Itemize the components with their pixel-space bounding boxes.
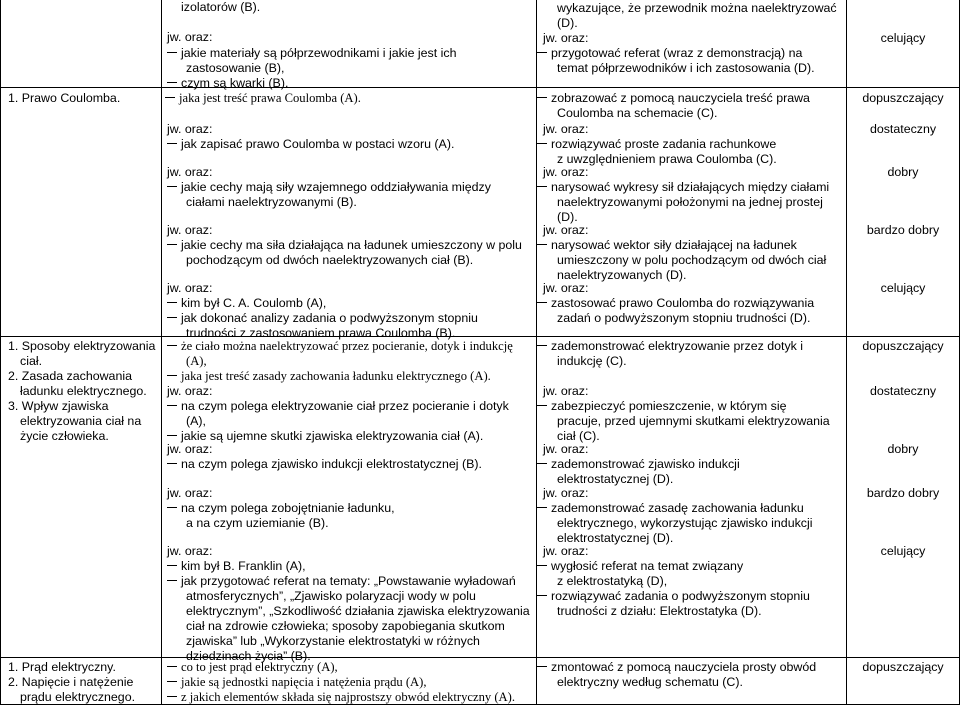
skills-line: jw. oraz: <box>543 223 589 237</box>
section-title-line: ciał. <box>20 354 43 368</box>
bullet-dash-icon <box>537 339 547 353</box>
knowledge-line: kim był C. A. Coulomb (A), <box>181 296 327 310</box>
knowledge-line: jak zapisać prawo Coulomba w postaci wzoru (A). <box>181 137 455 151</box>
knowledge-line: na czym polega zjawisko indukcji elektrostatycznej (B). <box>181 457 482 471</box>
bullet-dash-icon <box>167 501 177 515</box>
skills-line: naelektryzowanych (D). <box>557 268 687 282</box>
skills-line: z elektrostatyką (D), <box>557 574 668 588</box>
skills-line: jw. oraz: <box>543 31 589 45</box>
skills-line: zastosować prawo Coulomba do rozwiązywania <box>551 296 815 310</box>
skills-line: zademonstrować zasadę zachowania ładunku <box>551 501 804 515</box>
knowledge-line: z jakich elementów składa się najprostszy obwód elektryczny (A). <box>181 690 515 704</box>
knowledge-line: (A), <box>186 414 206 428</box>
bullet-dash-icon <box>167 137 177 151</box>
bullet-dash-icon <box>167 559 177 573</box>
row-divider <box>0 657 960 658</box>
knowledge-line: zjawiska” lub „Wykorzystanie elektrostatyki w różnych <box>186 634 480 648</box>
skills-line: umieszczony w polu pochodzącym od dwóch ciał <box>557 253 827 267</box>
bullet-dash-icon <box>167 180 177 194</box>
skills-line: ciał (C). <box>557 429 600 443</box>
knowledge-line: jw. oraz: <box>167 281 213 295</box>
bullet-dash-icon <box>537 91 547 105</box>
skills-line: pracuje, przed ujemnymi skutkami elektryzowania <box>557 414 830 428</box>
knowledge-line: że ciało można naelektryzować przez pocieranie, dotyk i indukcję <box>181 339 513 353</box>
bullet-dash-icon <box>167 399 177 413</box>
knowledge-line: ciałami naelektryzowanymi (B). <box>186 195 357 209</box>
bullet-dash-icon <box>537 660 547 674</box>
knowledge-line: ciał na zdrowie człowieka; sposoby zapobiegania skutkom <box>186 619 505 633</box>
knowledge-line: zastosowanie (B), <box>186 61 285 75</box>
skills-line: narysować wykresy sił działających między ciałami <box>551 180 830 194</box>
skills-line: naelektryzowanymi położonymi na jednej prostej <box>557 195 823 209</box>
knowledge-line: jw. oraz: <box>167 384 213 398</box>
knowledge-line: atmosferycznych”, „Zjawisko polaryzacji wody w polu <box>186 589 476 603</box>
table-border-left <box>0 0 1 705</box>
knowledge-line: izolatorów (B). <box>181 0 261 14</box>
section-title-line: 2. Napięcie i natężenie <box>8 675 134 689</box>
bullet-dash-icon <box>167 660 177 674</box>
skills-line: jw. oraz: <box>543 281 589 295</box>
bullet-dash-icon <box>167 574 177 588</box>
knowledge-line: (A), <box>186 354 207 368</box>
skills-line: trudności z działu: Elektrostatyka (D). <box>557 604 762 618</box>
bullet-dash-icon <box>167 369 177 383</box>
bullet-dash-icon <box>537 180 547 194</box>
knowledge-line: jaka jest treść zasady zachowania ładunku elektrycznego (A). <box>181 369 491 383</box>
knowledge-line: jakie materiały są półprzewodnikami i jakie jest ich <box>181 46 457 60</box>
bullet-dash-icon <box>537 457 547 471</box>
knowledge-line: a na czym uziemianie (B). <box>186 516 329 530</box>
knowledge-line: jw. oraz: <box>167 442 213 456</box>
knowledge-line: na czym polega zobojętnianie ładunku, <box>181 501 395 515</box>
skills-line: elektryczny według schematu (C). <box>557 675 743 689</box>
bullet-dash-icon <box>167 675 177 689</box>
bullet-dash-icon <box>537 399 547 413</box>
knowledge-line: elektrycznym”, „Szkodliwość działania zjawiska elektryzowania <box>186 604 530 618</box>
knowledge-line: na czym polega elektryzowanie ciał przez pocieranie i dotyk <box>181 399 509 413</box>
skills-line: temat półprzewodników i ich zastosowania (D). <box>557 61 815 75</box>
bullet-dash-icon <box>537 137 547 151</box>
skills-line: wygłosić referat na temat związany <box>551 559 744 573</box>
knowledge-line: jw. oraz: <box>167 486 213 500</box>
skills-line: jw. oraz: <box>543 122 589 136</box>
section-title-line: życie człowieka. <box>20 429 109 443</box>
section-title-line: prądu elektrycznego. <box>20 690 136 704</box>
section-title-line: 1. Prąd elektryczny. <box>8 660 116 674</box>
skills-line: narysować wektor siły działającej na ładunek <box>551 238 797 252</box>
row-divider <box>0 336 960 337</box>
skills-line: jw. oraz: <box>543 442 589 456</box>
skills-line: jw. oraz: <box>543 384 589 398</box>
knowledge-line: czym są kwarki (B). <box>181 76 289 90</box>
bullet-dash-icon <box>537 238 547 252</box>
knowledge-line: jakie cechy mają siły wzajemnego oddziaływania między <box>181 180 491 194</box>
section-title-line: 1. Prawo Coulomba. <box>8 91 121 105</box>
bullet-dash-icon <box>167 296 177 310</box>
section-title-line: elektryzowania ciał na <box>20 414 142 428</box>
skills-line: wykazujące, że przewodnik można naelektryzować <box>557 1 837 15</box>
bullet-dash-icon <box>167 690 177 704</box>
section-title-line: 2. Zasada zachowania <box>8 369 132 383</box>
skills-line: rozwiązywać proste zadania rachunkowe <box>551 137 777 151</box>
knowledge-line: jakie są ujemne skutki zjawiska elektryzowania ciał (A). <box>181 429 484 443</box>
knowledge-line: jw. oraz: <box>167 165 213 179</box>
column-divider <box>846 0 847 705</box>
skills-line: elektrostatycznej (D). <box>557 531 674 545</box>
bullet-dash-icon <box>537 501 547 515</box>
bullet-dash-icon <box>167 339 177 353</box>
knowledge-line: trudności z zastosowaniem prawa Coulomba (B). <box>186 326 456 340</box>
bullet-dash-icon <box>167 76 177 90</box>
bullet-dash-icon <box>167 311 177 325</box>
knowledge-line: dziedzinach życia” (B). <box>186 649 311 663</box>
skills-line: z uwzględnieniem prawa Coulomba (C). <box>557 152 777 166</box>
skills-line: elektrostatycznej (D). <box>557 472 674 486</box>
knowledge-line: jakie cechy ma siła działająca na ładunek umieszczony w polu <box>181 238 522 252</box>
skills-line: (D). <box>557 210 578 224</box>
skills-line: zmontować z pomocą nauczyciela prosty obwód <box>551 660 817 674</box>
bullet-dash-icon <box>537 589 547 603</box>
skills-line: przygotować referat (wraz z demonstracją) na <box>551 46 803 60</box>
skills-line: (D). <box>557 16 578 30</box>
bullet-dash-icon <box>165 91 175 105</box>
skills-line: jw. oraz: <box>543 544 589 558</box>
row-divider <box>0 87 960 88</box>
bullet-dash-icon <box>167 238 177 252</box>
section-title-line: ładunku elektrycznego. <box>20 384 147 398</box>
knowledge-line: jakie są jednostki napięcia i natężenia prądu (A), <box>181 675 427 689</box>
knowledge-line: jw. oraz: <box>167 122 213 136</box>
skills-line: elektrycznego, wykorzystując zjawisko indukcji <box>557 516 813 530</box>
knowledge-line: kim był B. Franklin (A), <box>181 559 306 573</box>
skills-line: zadań o podwyższonym stopniu trudności (D). <box>557 311 811 325</box>
bullet-dash-icon <box>537 296 547 310</box>
knowledge-line: jak przygotować referat na tematy: „Powstawanie wyładowań <box>181 574 516 588</box>
skills-line: zabezpieczyć pomieszczenie, w którym się <box>551 399 787 413</box>
bullet-dash-icon <box>537 559 547 573</box>
skills-line: zobrazować z pomocą nauczyciela treść prawa <box>551 91 810 105</box>
skills-line: jw. oraz: <box>543 486 589 500</box>
knowledge-line: jw. oraz: <box>167 30 213 44</box>
skills-line: indukcję (C). <box>557 354 627 368</box>
section-title-line: 1. Sposoby elektryzowania <box>8 339 156 353</box>
knowledge-line: jw. oraz: <box>167 544 213 558</box>
knowledge-line: jak dokonać analizy zadania o podwyższonym stopniu <box>181 311 478 325</box>
bullet-dash-icon <box>167 429 177 443</box>
skills-line: Coulomba na schemacie (C). <box>557 106 718 120</box>
skills-line: zademonstrować zjawisko indukcji <box>551 457 740 471</box>
section-title-line: 3. Wpływ zjawiska <box>8 399 109 413</box>
knowledge-line: co to jest prąd elektryczny (A), <box>181 660 338 674</box>
skills-line: rozwiązywać zadania o podwyższonym stopniu <box>551 589 810 603</box>
knowledge-line: pochodzącym od dwóch naelektryzowanych ciał (B). <box>186 253 474 267</box>
bullet-dash-icon <box>167 46 177 60</box>
knowledge-line: jw. oraz: <box>167 223 213 237</box>
bullet-dash-icon <box>537 46 547 60</box>
skills-line: zademonstrować elektryzowanie przez dotyk i <box>551 339 804 353</box>
column-divider <box>161 0 162 705</box>
skills-line: jw. oraz: <box>543 165 589 179</box>
knowledge-line: jaka jest treść prawa Coulomba (A). <box>179 91 361 105</box>
bullet-dash-icon <box>167 457 177 471</box>
